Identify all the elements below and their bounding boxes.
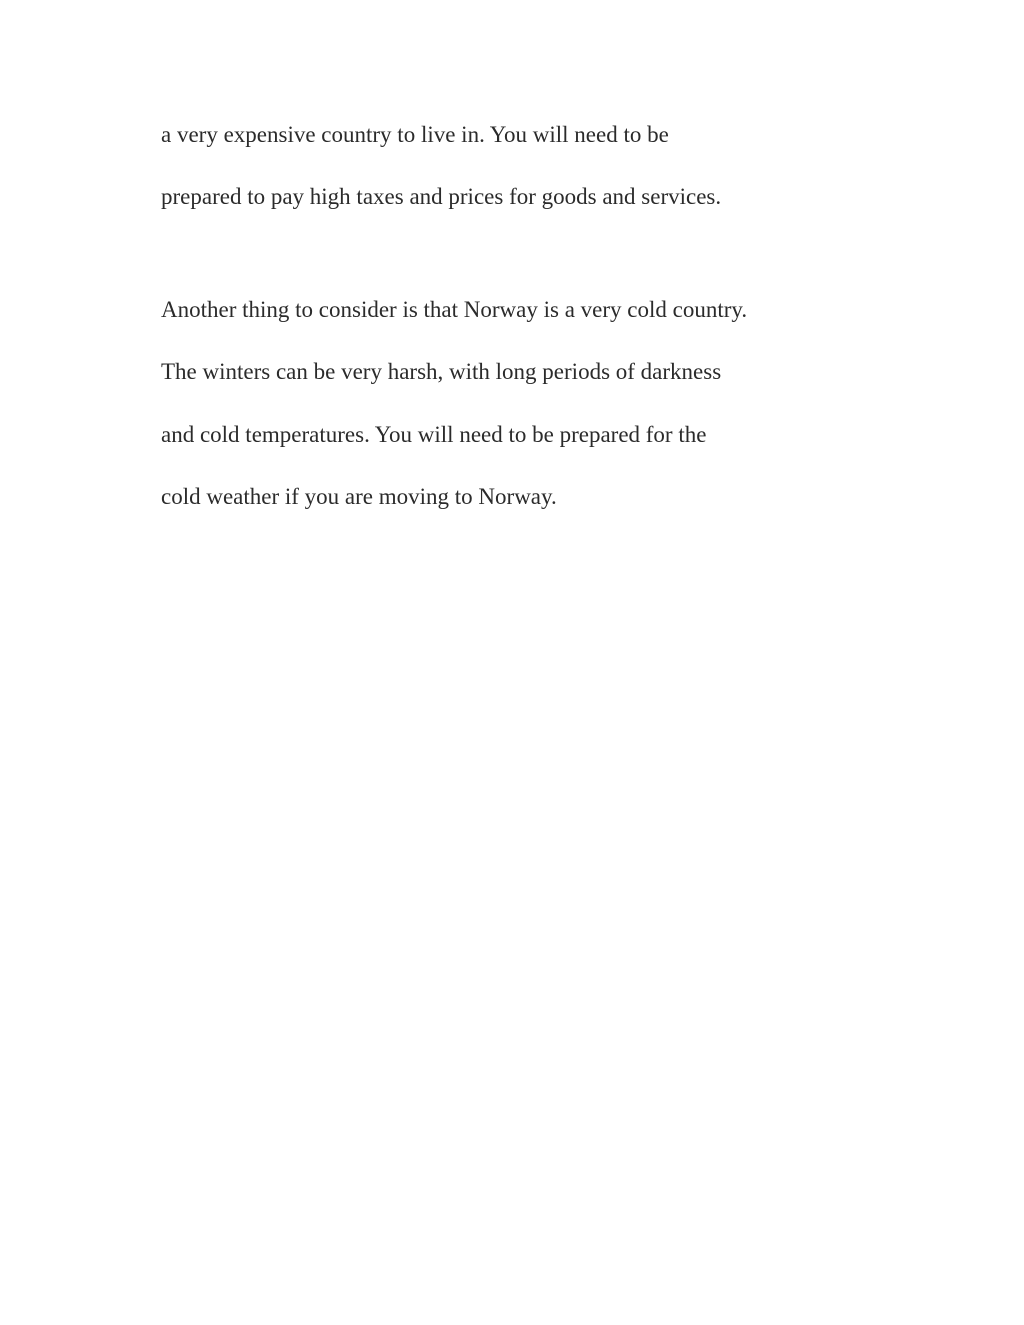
text-line: a very expensive country to live in. You will need to be bbox=[161, 122, 669, 147]
text-line: Another thing to consider is that Norway is a very cold country. bbox=[161, 297, 748, 322]
text-line: and cold temperatures. You will need to be prepared for the bbox=[161, 422, 707, 447]
text-line: The winters can be very harsh, with long periods of darkness bbox=[161, 359, 722, 384]
text-line: cold weather if you are moving to Norway. bbox=[161, 484, 557, 509]
text-line: prepared to pay high taxes and prices for goods and services. bbox=[161, 184, 722, 209]
